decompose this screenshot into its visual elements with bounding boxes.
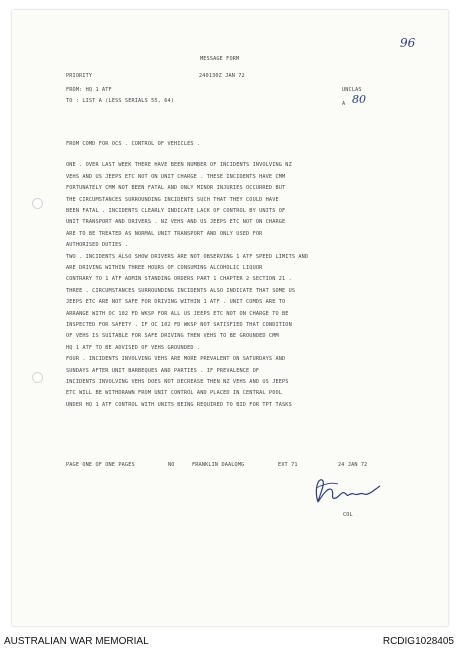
body-line: INCIDENTS INVOLVING VEHS DOES NOT DECREASE THEN NZ VEHS AND US JEEPS bbox=[66, 379, 289, 385]
body-line: HQ 1 ATF TO BE ADVISED OF VEHS GROUNDED . bbox=[66, 344, 201, 351]
footer-pages: PAGE ONE OF ONE PAGES bbox=[66, 462, 135, 468]
precedence: PRIORITY bbox=[66, 73, 93, 79]
handwritten-page-number: 96 bbox=[400, 36, 416, 50]
to-line: TO : LIST A (LESS SERIALS 55, 64) bbox=[66, 98, 175, 104]
footer-name: FRANKLIN DAALQMG bbox=[192, 462, 245, 468]
body-line: ETC WILL BE WITHDRAWN FROM UNIT CONTROL AND PLACED IN CENTRAL POOL bbox=[66, 390, 283, 397]
body-line: FROM COMD FOR OCS . CONTROL OF VEHICLES . bbox=[66, 141, 201, 147]
archive-name: AUSTRALIAN WAR MEMORIAL bbox=[4, 636, 149, 647]
serial-prefix: A bbox=[342, 101, 346, 107]
signature bbox=[308, 472, 388, 512]
body-line: FOUR . INCIDENTS INVOLVING VEHS ARE MORE PREVALENT ON SATURDAYS AND bbox=[66, 356, 286, 363]
body-line: OF VEHS IS SUITABLE FOR SAFE DRIVING THEN VEHS TO BE GROUNDED CMM bbox=[66, 333, 279, 340]
footer-ext: EXT 71 bbox=[278, 462, 298, 468]
body-line: THE CIRCUMSTANCES SURROUNDING INCIDENTS SUCH THAT THEY COULD HAVE bbox=[66, 196, 279, 203]
body-line: THREE . CIRCUMSTANCES SURROUNDING INCIDENTS ALSO INDICATE THAT SOME US bbox=[66, 287, 296, 294]
archive-id: RCDIG1028405 bbox=[382, 636, 454, 647]
body-line: AUTHORISED DUTIES . bbox=[66, 242, 129, 249]
date-time-group: 240130Z JAN 72 bbox=[199, 73, 245, 79]
punch-hole bbox=[32, 198, 43, 209]
form-title: MESSAGE FORM bbox=[200, 56, 240, 62]
body-line: VEHS AND US JEEPS ETC NOT ON UNIT CHARGE . THESE INCIDENTS HAVE CMM bbox=[66, 173, 286, 180]
body-line: TWO . INCIDENTS ALSO SHOW DRIVERS ARE NOT OBSERVING 1 ATF SPEED LIMITS AND bbox=[66, 253, 309, 260]
body-line: BEEN FATAL . INCIDENTS CLEARLY INDICATE LACK OF CONTROL BY UNITS OF bbox=[66, 208, 286, 214]
footer-date: 24 JAN 72 bbox=[338, 462, 368, 468]
body-line: ONE . OVER LAST WEEK THERE HAVE BEEN NUMBER OF INCIDENTS INVOLVING NZ bbox=[66, 162, 292, 169]
archive-footer bbox=[0, 628, 458, 654]
document-page bbox=[12, 10, 448, 626]
body-line: UNIT TRANSPORT AND DRIVERS . NZ VEHS AND US JEEPS ETC NOT ON CHARGE bbox=[66, 219, 286, 226]
signature-rank: COL bbox=[343, 512, 353, 518]
body-line: ARRANGE WITH OC 102 FD WKSP FOR ALL US JEEPS ETC NOT ON CHARGE TO BE bbox=[66, 310, 289, 317]
body-line: ARE TO BE TREATED AS NORMAL UNIT TRANSPORT AND ONLY USED FOR bbox=[66, 230, 263, 237]
body-line: FORTUNATELY CMM NOT BEEN FATAL AND ONLY MINOR INJURIES OCCURRED BUT bbox=[66, 185, 286, 192]
body-line: SUNDAYS AFTER UNIT BARBEQUES AND PARTIES . IF PREVALENCE OF bbox=[66, 367, 260, 374]
from-line: FROM: HQ 1 ATF bbox=[66, 87, 112, 93]
body-line: UNDER HQ 1 ATF CONTROL WITH UNITS BEING REQUIRED TO BID FOR TPT TASKS bbox=[66, 401, 292, 408]
footer-no: NO bbox=[168, 462, 175, 468]
body-line: CONTRARY TO 1 ATF ADMIN STANDING ORDERS PART 1 CHAPTER 2 SECTION 21 . bbox=[66, 276, 292, 283]
punch-hole bbox=[32, 372, 43, 383]
handwritten-serial: 80 bbox=[352, 93, 366, 106]
body-line: INSPECTED FOR SAFETY . IF OC 102 FD WKSP NOT SATISFIED THAT CONDITION bbox=[66, 322, 292, 328]
body-line: JEEPS ETC ARE NOT SAFE FOR DRIVING WITHIN 1 ATF . UNIT COMDS ARE TO bbox=[66, 299, 286, 306]
body-line: ARE DRIVING WITHIN THREE HOURS OF CONSUMING ALCOHOLIC LIQUOR bbox=[66, 265, 263, 271]
classification: UNCLAS bbox=[342, 87, 362, 93]
